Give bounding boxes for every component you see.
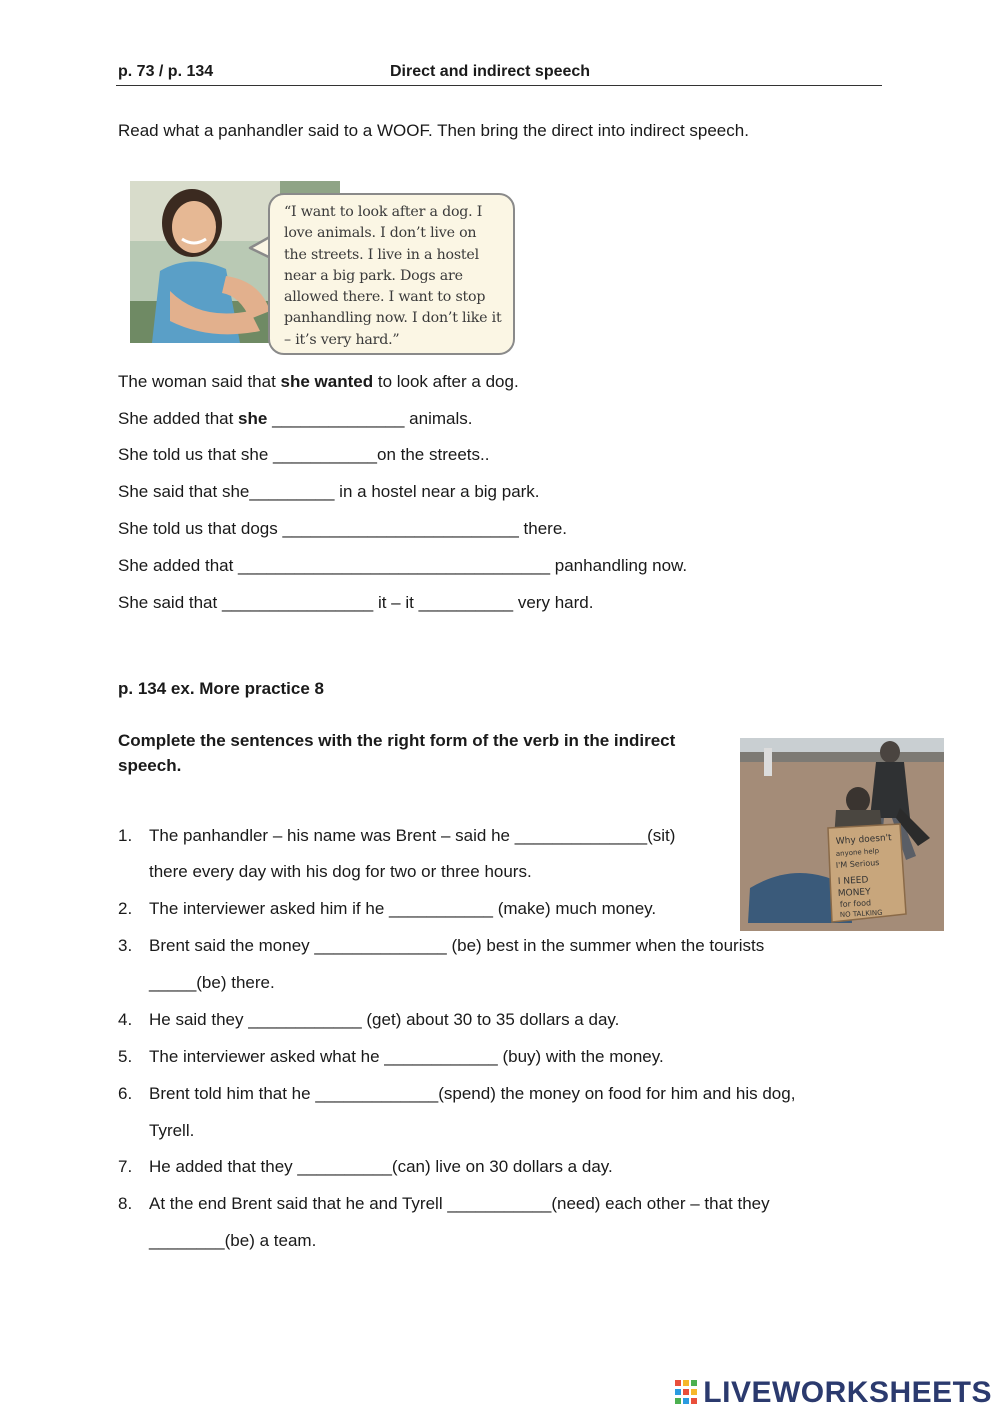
item-5-line-1[interactable]: The interviewer asked what he ____________ (buy) with the money. [149, 1047, 664, 1066]
logo-text: LIVEWORKSHEETS [703, 1376, 992, 1409]
line2-text-end: ______________ animals. [267, 409, 473, 428]
item-6-number: 6. [118, 1084, 133, 1103]
section-heading: p. 134 ex. More practice 8 [118, 679, 324, 698]
item-3-number: 3. [118, 936, 133, 955]
item-2-number: 2. [118, 899, 133, 918]
header-divider [116, 85, 882, 86]
exercise-line-5[interactable]: She told us that dogs _________________________ there. [118, 519, 568, 538]
item-5-number: 5. [118, 1047, 133, 1066]
panhandler-illustration [740, 738, 944, 931]
item-1-line-2: there every day with his dog for two or three hours. [149, 862, 532, 881]
item-4-line-1[interactable]: He said they ____________ (get) about 30 to 35 dollars a day. [149, 1010, 620, 1029]
item-2-line-1[interactable]: The interviewer asked him if he ___________ (make) much money. [149, 899, 657, 918]
item-6-line-2: Tyrell. [149, 1121, 195, 1140]
item-8-number: 8. [118, 1194, 133, 1213]
page-title: Direct and indirect speech [390, 63, 591, 80]
item-6-line-1[interactable]: Brent told him that he _____________(spend) the money on food for him and his dog, [149, 1084, 796, 1103]
item-3-line-2[interactable]: _____(be) there. [149, 973, 275, 992]
exercise-line-7[interactable]: She said that ________________ it – it __________ very hard. [118, 593, 594, 612]
example-text-start: The woman said that [118, 372, 281, 391]
line2-bold: she [238, 409, 268, 428]
line2-text-start: She added that [118, 409, 239, 428]
item-7-line-1[interactable]: He added that they __________(can) live on 30 dollars a day. [149, 1157, 613, 1176]
sign-line-2: anyone help [835, 846, 880, 858]
example-text-end: to look after a dog. [373, 372, 519, 391]
example-sentence [118, 371, 519, 393]
item-3-line-1[interactable]: Brent said the money ______________ (be) best in the summer when the tourists [149, 936, 765, 955]
item-1-number: 1. [118, 826, 133, 845]
item-1-line-1[interactable]: The panhandler – his name was Brent – said he ______________(sit) [149, 826, 676, 845]
section-instruction: Complete the sentences with the right form of the verb in the indirect speech. [118, 731, 676, 775]
sign-line-6: for food [839, 898, 872, 909]
exercise-line-6[interactable]: She added that _________________________________ panhandling now. [118, 556, 688, 575]
exercise-line-2 [118, 408, 472, 430]
sign-line-5: MONEY [837, 887, 871, 899]
cardboard-sign [828, 824, 906, 922]
speech-bubble [268, 193, 515, 355]
speech-bubble-text: “I want to look after a dog. I love animals. I don’t live on the streets. I live in a hostel near a big park. Dogs are allowed there. I want to stop panhandling now. I don’t like it – it’s very hard.” [284, 204, 502, 348]
item-7-number: 7. [118, 1157, 133, 1176]
liveworksheets-logo [675, 1376, 992, 1410]
sign-line-7: NO TALKING [839, 908, 883, 919]
panhandler-photo [740, 738, 944, 931]
exercise-line-3[interactable]: She told us that she ___________on the streets.. [118, 445, 490, 464]
sign-line-4: I NEED [837, 875, 869, 887]
item-4-number: 4. [118, 1010, 133, 1029]
logo-icon [675, 1378, 699, 1408]
sign-line-3: I'M Serious [835, 857, 880, 870]
exercise-line-4[interactable]: She said that she_________ in a hostel near a big park. [118, 482, 540, 501]
intro-instruction: Read what a panhandler said to a WOOF. Then bring the direct into indirect speech. [118, 121, 749, 140]
item-8-line-1[interactable]: At the end Brent said that he and Tyrell ___________(need) each other – that they [149, 1194, 770, 1213]
item-8-line-2[interactable]: ________(be) a team. [149, 1231, 317, 1250]
sign-line-1: Why doesn't [835, 833, 893, 847]
example-bold: she wanted [280, 372, 374, 391]
page-reference: p. 73 / p. 134 [118, 63, 214, 80]
